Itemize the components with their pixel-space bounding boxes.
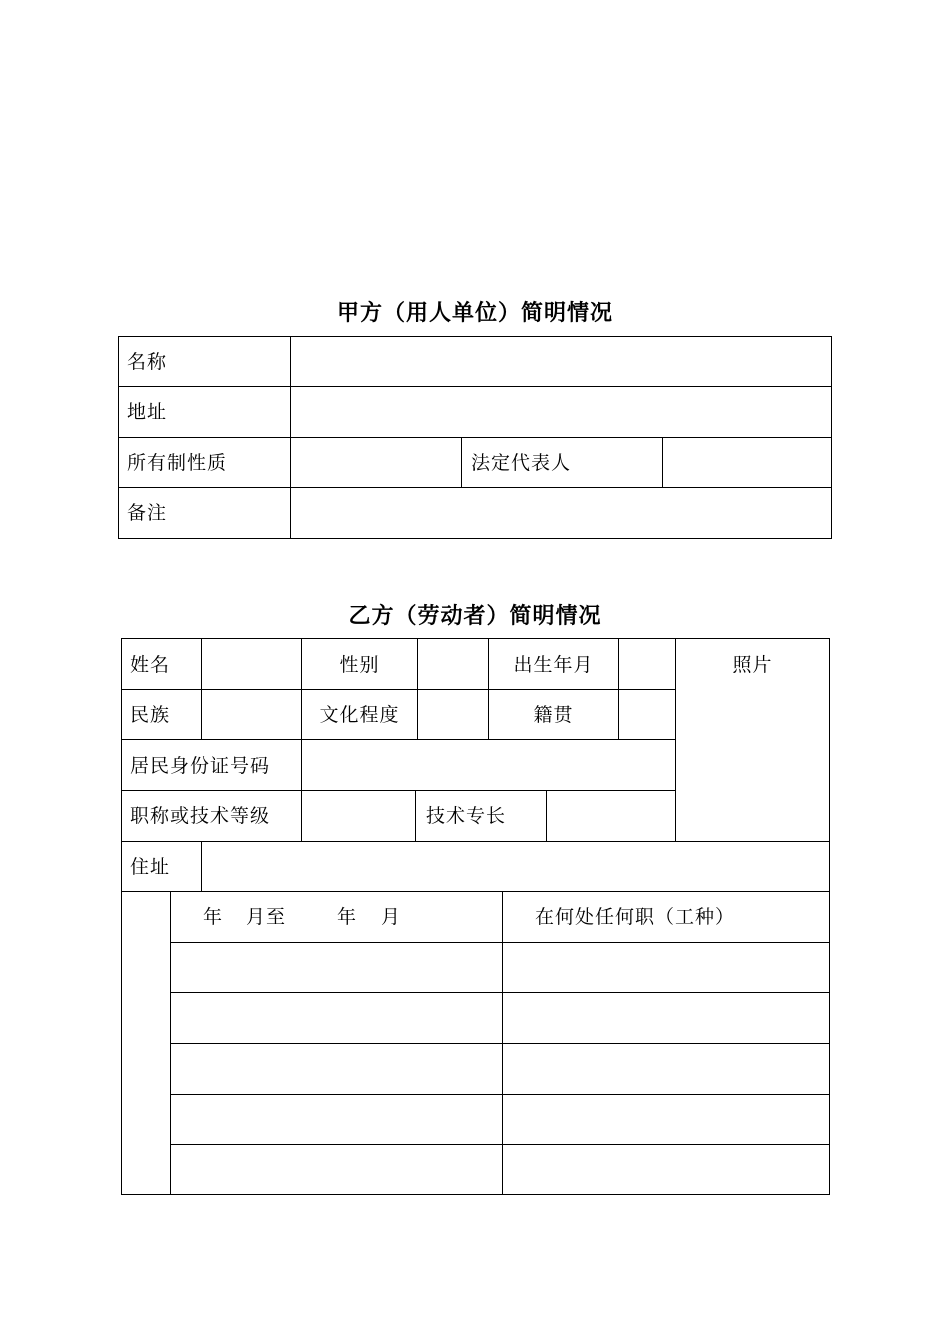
id-field[interactable] [302,741,674,789]
history-year-label: 年 [203,906,224,928]
table-border [121,638,830,639]
history-year2-label: 年 [337,906,358,928]
title-label: 职称或技术等级 [130,805,271,827]
education-label: 文化程度 [319,704,400,726]
table-border [121,1194,830,1195]
table-border [171,992,830,993]
legal-rep-field[interactable] [664,439,830,486]
photo-field[interactable] [676,690,828,840]
native-field[interactable] [619,690,674,738]
table-border [118,538,832,539]
table-border [829,638,830,1195]
history-job-field[interactable] [503,994,828,1042]
education-field[interactable] [418,690,487,738]
table-border [662,437,663,488]
skill-label: 技术专长 [426,805,507,827]
history-period-field[interactable] [172,1095,501,1143]
table-border [502,891,503,1195]
remarks-label: 备注 [127,502,168,524]
table-border [171,1144,830,1145]
ownership-label: 所有制性质 [127,452,228,474]
table-border [831,336,832,539]
id-label: 居民身份证号码 [130,755,271,777]
party-b-title: 乙方（劳动者）简明情况 [348,604,602,629]
party-a-title: 甲方（用人单位）简明情况 [336,301,613,326]
table-border [121,841,830,842]
table-border [171,1043,830,1044]
title-field[interactable] [302,791,414,840]
address-label: 住址 [130,856,171,878]
name-label: 姓名 [130,654,171,676]
history-month2-label: 月 [381,906,402,928]
ethnicity-label: 民族 [130,704,171,726]
history-job-field[interactable] [503,943,828,991]
table-border [171,942,830,943]
name-field[interactable] [202,640,300,688]
history-month-label: 月至 [246,906,287,928]
table-border [201,638,202,740]
gender-field[interactable] [418,640,487,688]
ownership-field[interactable] [292,439,460,486]
table-border [171,1094,830,1095]
table-border [618,638,619,740]
photo-label: 照片 [732,654,773,676]
table-border [546,790,547,841]
gender-label: 性别 [339,654,380,676]
history-job-field[interactable] [503,1044,828,1092]
history-job-label: 在何处任何职（工种） [535,906,736,928]
birth-label: 出生年月 [513,654,594,676]
birth-field[interactable] [619,640,674,688]
table-border [118,386,832,387]
ethnicity-field[interactable] [202,690,300,738]
address-label: 地址 [127,401,168,423]
table-border [118,336,832,337]
skill-field[interactable] [547,791,674,840]
table-border [417,638,418,740]
history-period-field[interactable] [172,1145,501,1193]
history-job-field[interactable] [503,1145,828,1193]
history-period-field[interactable] [172,1044,501,1092]
table-border [121,638,122,1195]
history-period-field[interactable] [172,943,501,991]
name-label: 名称 [127,351,168,373]
table-border [170,891,171,1195]
legal-rep-label: 法定代表人 [471,452,572,474]
table-border [290,336,291,539]
remarks-field[interactable] [292,489,830,537]
table-border [415,790,416,841]
table-border [118,336,119,539]
table-border [461,437,462,488]
table-border [201,841,202,892]
history-job-field[interactable] [503,1095,828,1143]
address-field[interactable] [202,842,828,890]
native-label: 籍贯 [533,704,574,726]
history-period-field[interactable] [172,994,501,1042]
address-field[interactable] [292,388,830,436]
name-field[interactable] [292,338,830,385]
